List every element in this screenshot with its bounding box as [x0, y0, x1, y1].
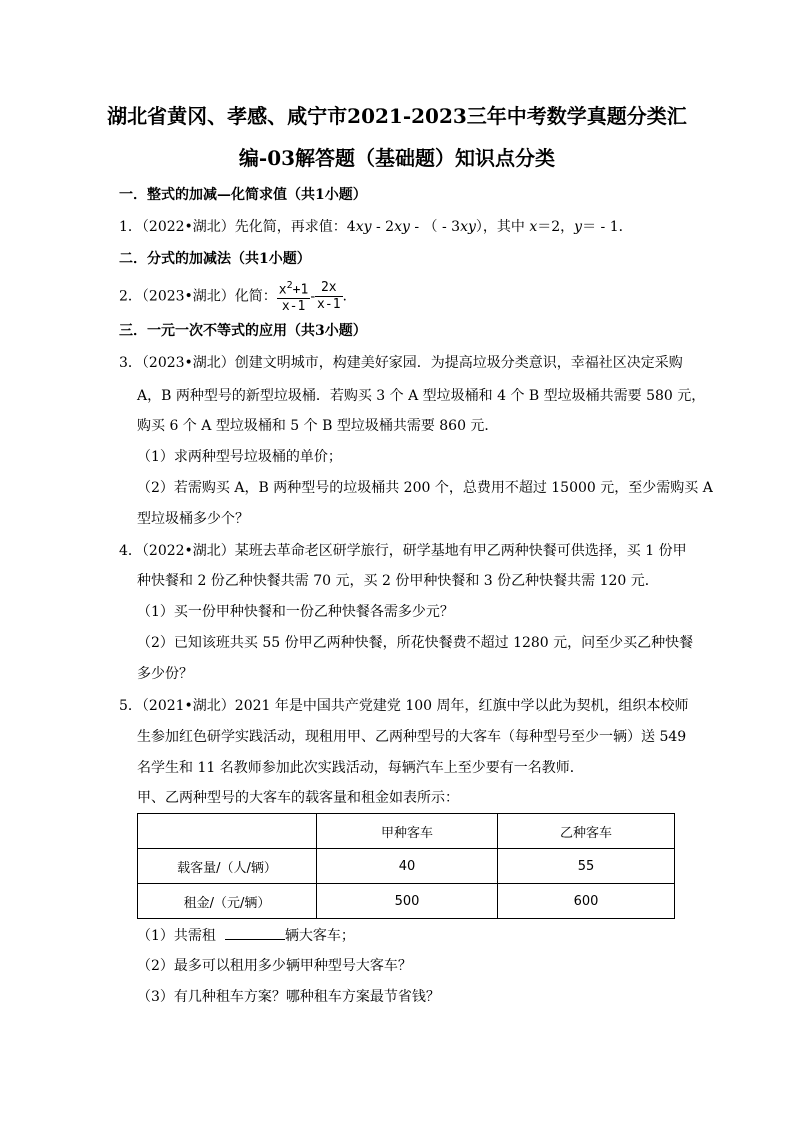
table-row: [138, 849, 675, 884]
question-4-line-1: 4．（2022•湖北）某班去革命老区研学旅行，研学基地有甲乙两种快餐可供选择，买 1 份甲: [119, 543, 687, 559]
document-title-line-1: 湖北省黄冈、孝感、咸宁市2021-2023三年中考数学真题分类汇: [107, 104, 687, 128]
question-5-line-4: 甲、乙两种型号的大客车的载客量和租金如表所示：: [137, 790, 459, 806]
question-3-line-3: 购买 6 个 A 型垃圾桶和 5 个 B 型垃圾桶共需要 860 元．: [137, 418, 499, 434]
table-row: [138, 884, 675, 919]
question-4-part-1: （1）买一份甲种快餐和一份乙种快餐各需多少元？: [137, 604, 454, 620]
answer-blank[interactable]: [225, 925, 285, 940]
table-cell: 55: [498, 849, 675, 884]
question-5-part-3: （3）有几种租车方案？哪种租车方案最节省钱？: [137, 989, 440, 1005]
question-5-line-2: 生参加红色研学实践活动，现租用甲、乙两种型号的大客车（每种型号至少一辆）送 549: [137, 729, 687, 745]
table-cell: 500: [317, 884, 498, 919]
question-5-part-1: （1）共需租 辆大客车；: [137, 925, 355, 946]
question-2: 2．（2023•湖北）化简： $\frac{x^2+1}{x-1}$ - $\frac{2x}{x-1}$ .: [119, 280, 347, 315]
question-4-part-2-line-1: （2）已知该班共买 55 份甲乙两种快餐，所花快餐费不超过 1280 元，问至少买乙种快餐: [137, 635, 694, 651]
table-cell: 40: [317, 849, 498, 884]
table-cell: 租金/（元/辆）: [138, 884, 317, 919]
question-3-part-2-line-2: 型垃圾桶多少个？: [137, 511, 249, 527]
question-4-line-2: 种快餐和 2 份乙种快餐共需 70 元，买 2 份甲种快餐和 3 份乙种快餐共需 120 元．: [137, 573, 659, 589]
table-header-cell: [138, 814, 317, 849]
fraction-2: $\frac{2x}{x-1}$: [317, 280, 341, 313]
question-3-line-1: 3．（2023•湖北）创建文明城市，构建美好家园．为提高垃圾分类意识，幸福社区决定采购: [119, 355, 683, 371]
question-3-line-2: A，B 两种型号的新型垃圾桶．若购买 3 个 A 型垃圾桶和 4 个 B 型垃圾桶共需要 580 元，: [137, 388, 706, 404]
section-heading-2: 二．分式的加减法（共1小题）: [119, 251, 311, 267]
bus-rental-table: [137, 813, 675, 919]
question-5-line-3: 名学生和 11 名教师参加此次实践活动，每辆汽车上至少要有一名教师．: [137, 760, 584, 776]
document-title-line-2: 编-03解答题（基础题）知识点分类: [238, 146, 556, 170]
question-5-line-1: 5．（2021•湖北）2021 年是中国共产党建党 100 周年，红旗中学以此为契机，组织本校师: [119, 698, 689, 714]
fraction-1: $\frac{x^2+1}{x-1}$: [278, 280, 309, 315]
table-header-cell: 甲种客车: [317, 814, 498, 849]
question-1: 1．（2022•湖北）先化简，再求值：4xy - 2xy - （ - 3xy），其中 x＝2，y＝ - 1．: [119, 219, 633, 235]
question-5-part-2: （2）最多可以租用多少辆甲种型号大客车？: [137, 958, 412, 974]
question-3-part-2-line-1: （2）若需购买 A，B 两种型号的垃圾桶共 200 个，总费用不超过 15000 元，至少需购买 A: [137, 480, 713, 496]
question-4-part-2-line-2: 多少份？: [137, 666, 193, 682]
section-heading-1: 一．整式的加减—化简求值（共1小题）: [119, 187, 367, 203]
table-header-row: [138, 814, 675, 849]
table-cell: 600: [498, 884, 675, 919]
question-3-part-1: （1）求两种型号垃圾桶的单价；: [137, 449, 342, 465]
table-cell: 载客量/（人/辆）: [138, 849, 317, 884]
section-heading-3: 三．一元一次不等式的应用（共3小题）: [119, 323, 367, 339]
table-header-cell: 乙种客车: [498, 814, 675, 849]
